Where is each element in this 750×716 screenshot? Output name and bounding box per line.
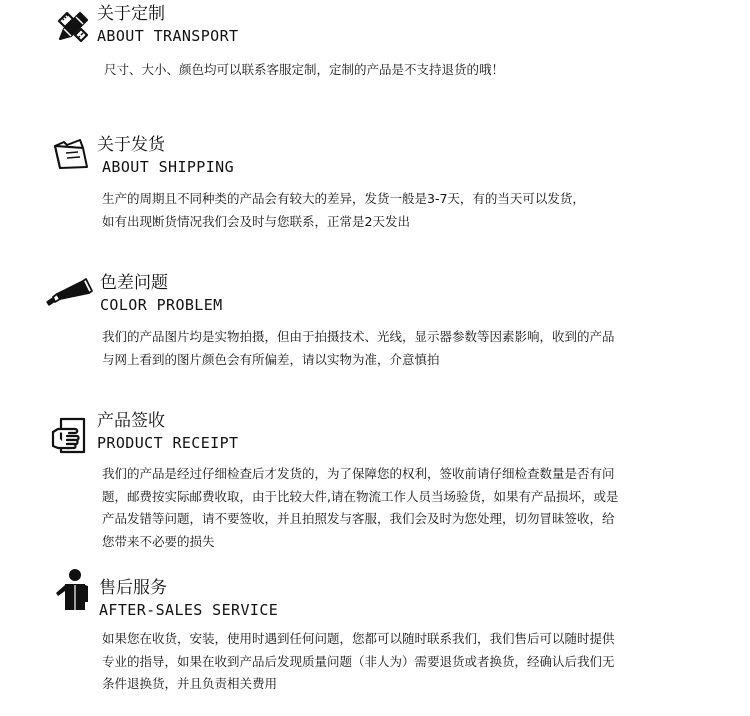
body-line: 尺寸、大小、颜色均可以联系客服定制，定制的产品是不支持退货的哦！ — [104, 62, 505, 77]
paint-tube-icon — [45, 276, 93, 308]
section-title-en: ABOUT SHIPPING — [102, 158, 235, 176]
body-line: 如果您在收货，安装，使用时遇到任何问题，您都可以随时联系我们，我们售后可以随时提供 — [102, 631, 615, 646]
section-body — [102, 463, 618, 553]
section-body — [102, 188, 585, 233]
section-title-cn: 色差问题 — [100, 273, 168, 293]
folder-icon — [52, 137, 90, 171]
body-line: 条件退换货，并且负责相关费用 — [102, 676, 278, 691]
section-title-cn: 产品签收 — [97, 411, 165, 431]
body-line: 产品发错等问题，请不要签收，并且拍照发与客服，我们会及时为您处理，切勿冒昧签收，给 — [102, 511, 615, 526]
section-title-cn: 关于定制 — [97, 4, 165, 24]
section-body — [104, 59, 504, 82]
pencil-ruler-icon — [56, 10, 90, 44]
body-line: 生产的周期且不同种类的产品会有较大的差异，发货一般是3-7天，有的当天可以发货， — [102, 191, 585, 206]
section-title-cn: 关于发货 — [97, 135, 165, 155]
body-line: 与网上看到的图片颜色会有所偏差，请以实物为准，介意慎拍 — [102, 351, 440, 367]
section-body — [102, 628, 615, 696]
hand-document-icon — [51, 416, 91, 456]
body-line: 专业的指导，如果在收到产品后发现质量问题（非人为）需要退货或者换货，经确认后我们无 — [102, 653, 615, 669]
section-title-en: COLOR PROBLEM — [100, 296, 223, 314]
body-line: 题，邮费按实际邮费收取，由于比较大件,请在物流工作人员当场验货，如果有产品损坏，或是 — [102, 488, 619, 504]
body-line: 如有出现断货情况我们会及时与您联系，正常是2天发出 — [102, 213, 410, 229]
body-line: 我们的产品图片均是实物拍摄，但由于拍摄技术、光线，显示器参数等因素影响，收到的产品 — [102, 329, 615, 344]
section-title-cn: 售后服务 — [99, 578, 167, 598]
section-title-en: PRODUCT RECEIPT — [97, 434, 239, 452]
section-body — [102, 326, 615, 371]
person-icon — [53, 568, 93, 612]
section-title-en: ABOUT TRANSPORT — [97, 27, 239, 45]
section-title-en: AFTER-SALES SERVICE — [99, 601, 279, 619]
body-line: 您带来不必要的损失 — [102, 533, 215, 549]
body-line: 我们的产品是经过仔细检查后才发货的，为了保障您的权利，签收前请仔细检查数量是否有问 — [102, 466, 615, 481]
